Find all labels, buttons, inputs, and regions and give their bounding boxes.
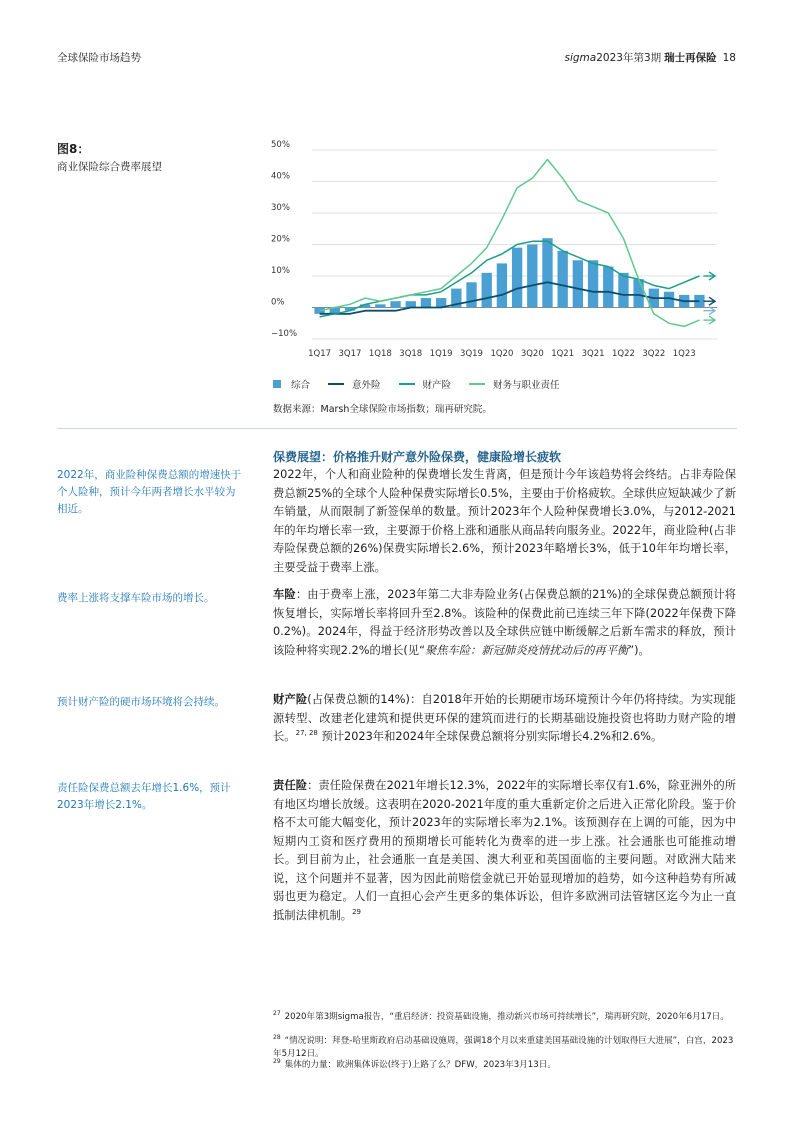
x-tick-label: 1Q21 <box>551 349 575 359</box>
sidenote-property: 预计财产险的硬市场环境将会持续。 <box>57 696 225 708</box>
bar-combined <box>482 273 492 308</box>
x-tick-label: 3Q19 <box>460 349 483 359</box>
paragraph-property-end: 预计2023年和2024年全球保费总额将分别实际增长4.2%和2.6%。 <box>317 730 663 743</box>
paragraph-property-lead: 财产险 <box>273 693 308 706</box>
footnote-27 <box>273 1011 736 1024</box>
y-tick-label: 0% <box>271 297 285 308</box>
bar-combined <box>603 267 613 308</box>
legend-item-casualty <box>328 377 381 391</box>
paragraph-liability-lead: 责任险 <box>273 779 308 792</box>
bar-combined <box>573 260 583 307</box>
footnote-number: 27 <box>273 1010 281 1018</box>
bar-combined <box>558 251 568 308</box>
y-tick-label: 30% <box>271 203 290 213</box>
sidenote-liability: 责任险保费总额去年增长1.6%，预计2023年增长2.1%。 <box>57 782 231 811</box>
legend-item-financial-liability <box>469 377 560 391</box>
paragraph-motor-reference: 聚焦车险：新冠肺炎疫情扰动后的再平衡 <box>424 643 629 657</box>
figure-source: 数据来源：Marsh全球保险市场指数；瑞再研究院。 <box>273 404 492 415</box>
legend-swatch-financial-liability <box>469 383 485 385</box>
page-number: 18 <box>722 52 736 64</box>
sidenote-motor: 费率上涨将支撑车险市场的增长。 <box>57 592 215 604</box>
bar-combined <box>390 301 400 307</box>
footnote-number: 29 <box>273 1058 281 1066</box>
section-title: 保费展望：价格推升财产意外险保费，健康险增长疲软 <box>273 450 562 464</box>
paragraph-motor <box>273 586 736 660</box>
x-tick-label: 3Q21 <box>581 349 605 359</box>
section-divider <box>57 428 737 429</box>
footnote-text: “情况说明：拜登-哈里斯政府启动基础设施周，强调18个月以来重建美国基础设施的计划取得巨大进展”，白宫，2023年5月12日。 <box>273 1036 734 1059</box>
x-tick-label: 3Q18 <box>399 349 423 359</box>
legend-swatch-casualty <box>328 383 344 385</box>
y-tick-label: 50% <box>271 140 290 150</box>
bar-combined <box>466 282 476 307</box>
paragraph-liability-body: ：责任险保费在2021年增长12.3%，2022年的实际增长率仅有1.6%，除亚洲外的所有地区均增长放缓。这表明在2020-2021年度的重大重新定价之后进入正常化阶段。鉴于价格不太可能大幅变化，预计2023年的实际增长率为2.1%。该预测存在上调的可能，因为中短期内工资和医疗费用的预期增长可能转化为费率的进一步上涨。社会通胀也可能推动增长。到目前为止，社会通胀一直是美国、澳大利亚和英国面临的主要问题。对欧洲大陆来说，这个问题并不显著，因为因此前赔偿金就已开始显现增加的趋势，如今这种趋势有所减弱也更为稳定。人们一直担心会产生更多的集体诉讼，但许多欧洲司法管辖区迄今为止一直抵制法律机制。 <box>273 779 736 922</box>
x-tick-label: 3Q22 <box>642 349 666 359</box>
bar-combined <box>588 260 598 307</box>
bar-combined <box>375 304 385 307</box>
footnote-29 <box>273 1059 736 1072</box>
bar-combined <box>527 245 537 308</box>
footnote-ref-29: 29 <box>352 907 362 916</box>
legend-label-combined: 综合 <box>291 380 311 391</box>
footnote-ref-27-28: 27, 28 <box>295 729 318 738</box>
issue-label: 2023年第3期 <box>596 52 662 64</box>
bar-combined <box>421 298 431 307</box>
x-tick-label: 3Q17 <box>338 349 362 359</box>
legend-label-financial-liability: 财务与职业责任 <box>493 380 560 391</box>
x-tick-label: 1Q18 <box>368 349 392 359</box>
footnote-text: 集体的力量：欧洲集体诉讼(终于)上路了么？DFW，2023年3月13日。 <box>284 1060 556 1070</box>
legend-swatch-combined <box>273 380 281 388</box>
figure-caption: 商业保险综合费率展望 <box>57 161 162 173</box>
paragraph-motor-end: ”)。 <box>628 643 650 657</box>
bar-combined <box>542 238 552 307</box>
paragraph-property <box>273 691 736 747</box>
legend-item-combined <box>273 377 310 391</box>
paragraph-property-body: (占保费总额的14%)：自2018年开始的长期硬市场环境预计今年仍将持续。为实现能源转型、改建老化建筑和提供更环保的建筑而进行的长期基础设施投资也将助力财产险的增长。 <box>273 693 736 743</box>
paragraph-motor-body: ：由于费率上涨，2023年第二大非寿险业务(占保费总额的21%)的全球保费总额预计将恢复增长，实际增长率将回升至2.8%。该险种的保费此前已连续三年下降(2022年保费下降0.2%)。2024年，得益于经济形势改善以及全球供应链中断缓解之后新车需求的释放，预计该险种将实现2.2%的增长(见“ <box>273 588 736 657</box>
x-tick-label: 1Q20 <box>490 349 514 359</box>
bar-combined <box>633 279 643 307</box>
x-tick-label: 1Q17 <box>308 349 332 359</box>
paragraph-liability <box>273 777 736 925</box>
x-tick-label: 1Q22 <box>611 349 635 359</box>
x-tick-label: 1Q19 <box>429 349 453 359</box>
bar-combined <box>406 301 416 307</box>
y-tick-label: 20% <box>271 234 290 245</box>
bar-combined <box>497 263 507 307</box>
legend-label-property: 财产险 <box>422 380 452 391</box>
footnote-text: 2020年第3期sigma报告，“重启经济：投资基础设施，推动新兴市场可持续增长”，瑞再研究院，2020年6月17日。 <box>284 1012 729 1022</box>
rate-outlook-chart <box>270 136 740 366</box>
running-header-title: 全球保险市场趋势 <box>57 52 141 64</box>
chart-legend <box>273 377 578 391</box>
sidenote-premium: 2022年，商业险种保费总额的增速快于个人险种，预计今年两者增长水平较为相近。 <box>57 469 242 515</box>
y-tick-label: 10% <box>271 266 290 276</box>
running-header-issue <box>565 50 737 65</box>
x-tick-label: 3Q20 <box>520 349 544 359</box>
legend-item-property <box>399 377 452 391</box>
sigma-label: sigma <box>564 52 597 64</box>
brand-name: 瑞士再保险 <box>664 52 717 64</box>
paragraph-premium-outlook: 2022年，个人和商业险种的保费增长发生背离，但是预计今年该趋势将会终结。占非寿险保费总额25%的全球个人险种保费实际增长0.5%，主要由于价格疲软。全球供应短缺减少了新车销量，从而限制了新签保单的数量。预计2023年个人险种保费增长3.0%，与2012-2021年的年均增长率一致，主要源于价格上涨和通胀从商品转向服务业。2022年，商业险种(占非寿险保费总额的26%)保费实际增长2.6%，预计2023年略增长3%，低于10年年均增长率，主要受益于费率上涨。 <box>273 468 736 574</box>
y-tick-label: −10% <box>271 329 298 339</box>
legend-swatch-property <box>399 383 415 385</box>
paragraph-motor-lead: 车险 <box>273 588 296 601</box>
y-tick-label: 40% <box>271 171 290 182</box>
bar-combined <box>512 248 522 308</box>
footnote-number: 28 <box>273 1034 281 1042</box>
legend-label-casualty: 意外险 <box>352 380 381 391</box>
figure-label: 图8： <box>57 142 90 156</box>
x-tick-label: 1Q23 <box>672 349 696 359</box>
footnote-28 <box>273 1035 736 1060</box>
bar-combined <box>618 273 628 308</box>
